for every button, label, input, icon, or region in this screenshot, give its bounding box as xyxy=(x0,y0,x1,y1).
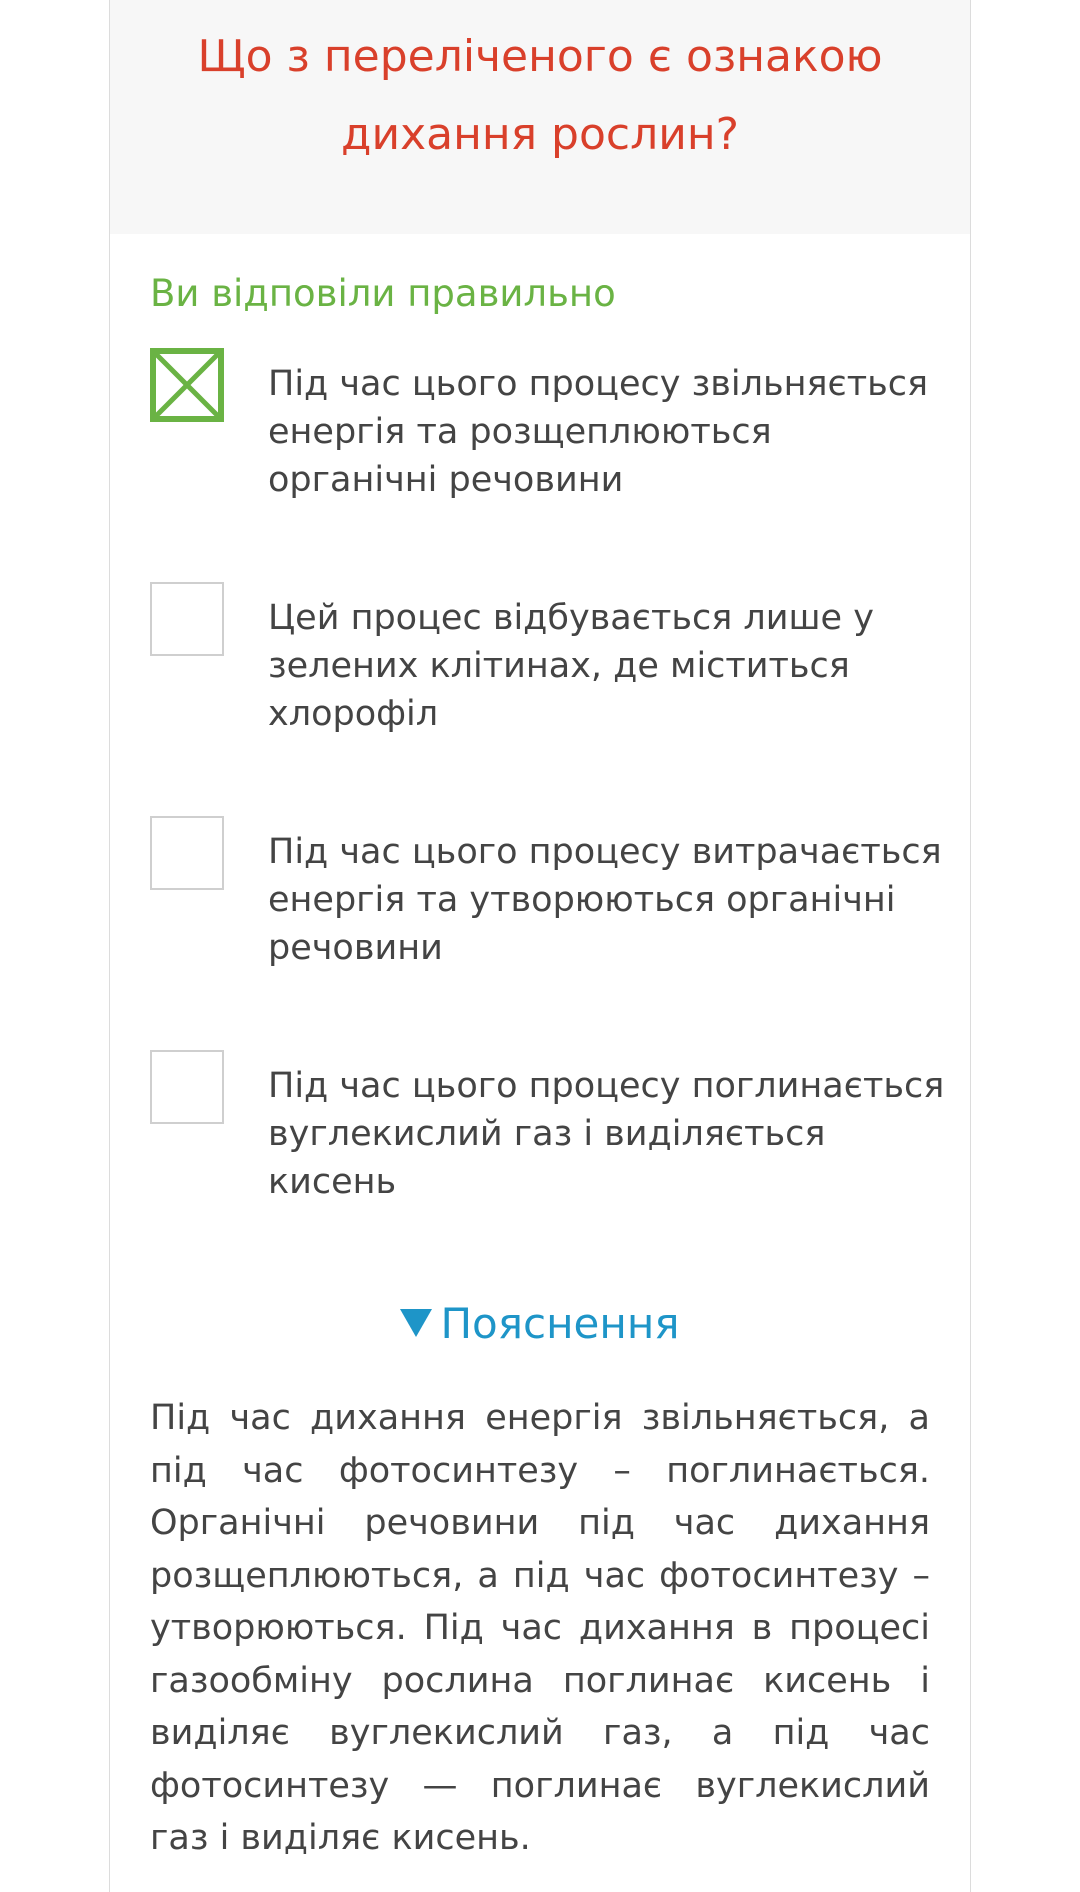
result-message: Ви відповіли правильно xyxy=(150,272,616,315)
quiz-card xyxy=(109,0,971,1892)
question-header xyxy=(110,0,970,234)
triangle-down-icon xyxy=(400,1309,432,1337)
answer-option-label[interactable]: Під час цього процесу звільняється енергія та розщеплюються органічні речовини xyxy=(268,364,929,500)
explanation-toggle-label[interactable]: Пояснення xyxy=(440,1299,680,1348)
checkbox-empty-icon[interactable] xyxy=(150,582,224,656)
explanation-text: Під час дихання енергія звільняється, а під час фотосинтезу – поглинається. Органічні речовини під час дихання розщеплюються, а під час фотосинтезу – утворюються. Під час дихання в процесі газообміну рослина поглинає кисень і виділяє вуглекислий газ, а під час фотосинтезу — поглинає вуглекислий газ і виділяє кисень. xyxy=(150,1398,930,1858)
explanation-toggle[interactable] xyxy=(110,1296,970,1352)
checkbox-empty-icon[interactable] xyxy=(150,816,224,890)
answer-option-label[interactable]: Цей процес відбувається лише у зелених клітинах, де міститься хлорофіл xyxy=(268,598,874,734)
answer-option-label[interactable]: Під час цього процесу поглинається вуглекислий газ і виділяється кисень xyxy=(268,1066,945,1202)
checkbox-empty-icon[interactable] xyxy=(150,1050,224,1124)
question-title: Що з переліченого є ознакою дихання рослин? xyxy=(197,31,883,160)
answer-option-label[interactable]: Під час цього процесу витрачається енергія та утворюються органічні речовини xyxy=(268,832,942,968)
checkbox-checked-icon[interactable] xyxy=(150,348,224,422)
